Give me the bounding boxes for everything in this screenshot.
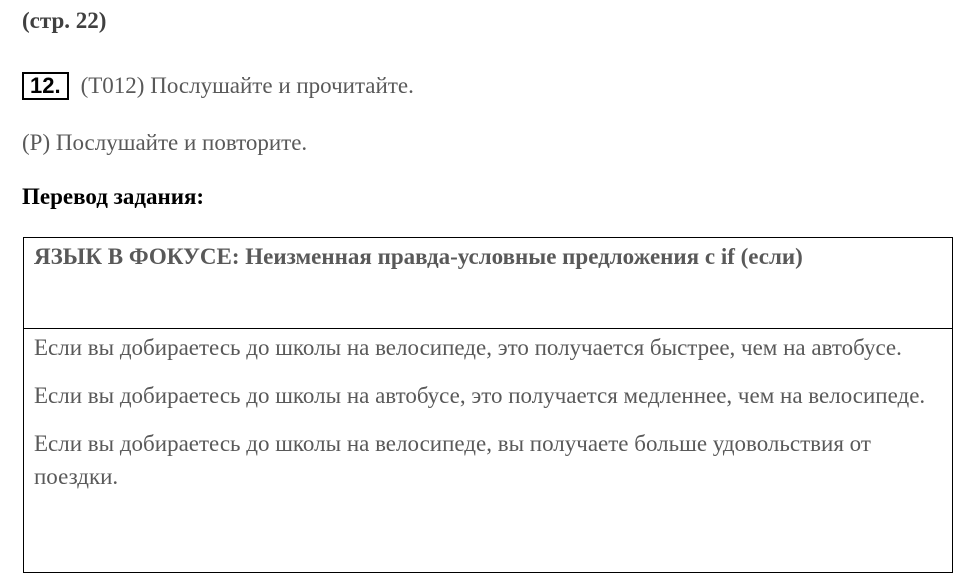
page-reference: (стр. 22) xyxy=(22,8,107,33)
example-sentence-1: Если вы добираетесь до школы на велосипеде, это получается быстрее, чем на автобусе. xyxy=(34,335,902,360)
task-instruction: (T012) Послушайте и прочитайте. xyxy=(80,73,414,98)
language-focus-title: ЯЗЫК В ФОКУСЕ: Неизменная правда-условные предложения с if (если) xyxy=(24,238,952,329)
example-sentence-3: Если вы добираетесь до школы на велосипеде, вы получаете больше удовольствия от поездки. xyxy=(34,431,871,489)
task-number-badge: 12. xyxy=(22,72,69,100)
translation-heading: Перевод задания: xyxy=(22,184,205,209)
language-focus-body xyxy=(24,329,952,493)
example-sentence-2: Если вы добираетесь до школы на автобусе, это получается медленнее, чем на велосипеде. xyxy=(34,383,926,408)
repeat-instruction: (P) Послушайте и повторите. xyxy=(22,130,308,155)
language-focus-box xyxy=(23,237,953,573)
task-line xyxy=(22,72,414,100)
